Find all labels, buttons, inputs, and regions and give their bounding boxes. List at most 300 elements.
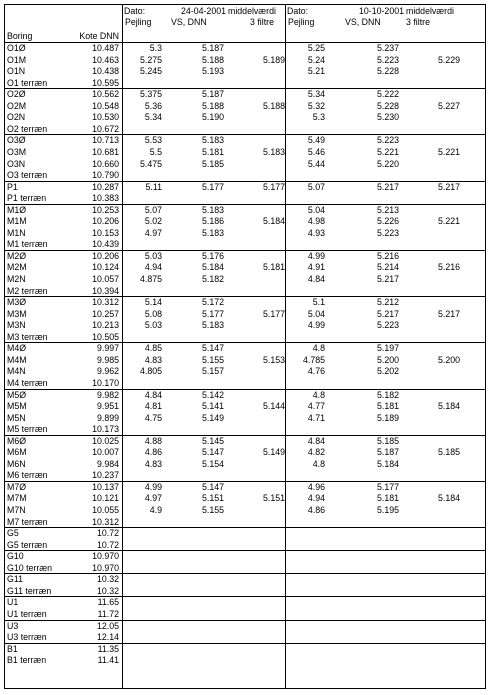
table-border-bottom <box>4 688 486 689</box>
cell-pejling-2 <box>285 621 325 631</box>
cell-middel-1 <box>240 540 285 550</box>
cell-middel-1 <box>240 505 285 515</box>
table-border-right <box>485 4 486 689</box>
group-divider <box>4 643 486 644</box>
cell-vs-dnn-2: 5.230 <box>376 112 399 123</box>
cell-pejling-2: 5.3 <box>312 112 325 123</box>
cell-middel-2 <box>415 251 460 261</box>
cell-middel-1 <box>240 436 285 446</box>
cell-vs-dnn-2 <box>349 528 399 538</box>
cell-middel-1 <box>240 251 285 261</box>
cell-middel-1 <box>240 470 285 480</box>
cell-vs-dnn-2 <box>349 621 399 631</box>
group-divider <box>4 620 486 621</box>
cell-boring: M1Ø <box>7 204 27 215</box>
cell-vs-dnn-2: 5.181 <box>376 401 399 412</box>
cell-middel-2 <box>415 239 460 249</box>
cell-kote: 10.72 <box>96 528 119 539</box>
cell-middel-2 <box>415 390 460 400</box>
cell-pejling-1: 4.85 <box>144 343 162 354</box>
cell-vs-dnn-1: 5.172 <box>201 297 224 308</box>
cell-middel-1: 5.153 <box>262 354 285 365</box>
cell-pejling-1: 5.07 <box>144 204 162 215</box>
group-divider <box>4 481 486 482</box>
cell-kote: 10.153 <box>92 227 119 238</box>
cell-boring: O3 terræn <box>7 170 48 181</box>
cell-middel-2: 5.184 <box>437 401 460 412</box>
cell-vs-dnn-2: 5.217 <box>376 181 399 192</box>
cell-middel-2 <box>415 597 460 607</box>
cell-middel-1 <box>240 124 285 134</box>
cell-kote: 10.530 <box>92 112 119 123</box>
cell-pejling-1 <box>122 597 162 607</box>
middel-label-2: middelværdi <box>406 6 454 16</box>
cell-vs-dnn-1 <box>174 170 224 180</box>
cell-middel-1 <box>240 482 285 492</box>
cell-middel-1 <box>240 193 285 203</box>
cell-vs-dnn-1: 5.155 <box>201 354 224 365</box>
cell-boring: M3Ø <box>7 297 27 308</box>
cell-vs-dnn-2 <box>349 644 399 654</box>
cell-vs-dnn-1 <box>174 621 224 631</box>
cell-boring: M1M <box>7 216 27 227</box>
cell-pejling-1: 5.36 <box>144 100 162 111</box>
date-2: 10-10-2001 <box>359 6 404 16</box>
kote-label: Kote DNN <box>79 31 119 41</box>
cell-vs-dnn-2: 5.200 <box>376 354 399 365</box>
cell-kote: 9.984 <box>96 458 119 469</box>
cell-boring: G11 terræn <box>7 585 52 596</box>
cell-pejling-1 <box>122 621 162 631</box>
cell-kote: 12.14 <box>96 632 119 643</box>
cell-middel-1 <box>240 517 285 527</box>
cell-kote: 10.237 <box>92 470 119 481</box>
cell-vs-dnn-1 <box>174 574 224 584</box>
cell-kote: 10.548 <box>92 100 119 111</box>
cell-pejling-2: 5.24 <box>307 54 325 65</box>
cell-pejling-1: 4.81 <box>144 401 162 412</box>
cell-middel-1 <box>240 286 285 296</box>
cell-boring: M5 terræn <box>7 424 48 435</box>
cell-middel-2: 5.200 <box>437 354 460 365</box>
cell-vs-dnn-2: 5.223 <box>376 54 399 65</box>
cell-pejling-2 <box>285 528 325 538</box>
cell-vs-dnn-1: 5.188 <box>201 54 224 65</box>
cell-vs-dnn-2: 5.197 <box>376 343 399 354</box>
cell-kote: 9.985 <box>96 354 119 365</box>
cell-vs-dnn-2: 5.189 <box>376 412 399 423</box>
cell-pejling-1: 5.475 <box>139 158 162 169</box>
cell-middel-1 <box>240 413 285 423</box>
cell-vs-dnn-2: 5.217 <box>376 308 399 319</box>
cell-vs-dnn-1: 5.187 <box>201 43 224 53</box>
cell-boring: O2 terræn <box>7 123 48 134</box>
cell-vs-dnn-1: 5.183 <box>201 204 224 215</box>
group-divider <box>4 88 486 89</box>
cell-pejling-2: 4.84 <box>307 435 325 446</box>
cell-middel-2 <box>415 124 460 134</box>
cell-pejling-2: 4.84 <box>307 274 325 284</box>
cell-pejling-1 <box>122 528 162 538</box>
cell-middel-1: 5.151 <box>262 493 285 504</box>
group-divider <box>4 250 486 251</box>
cell-kote: 9.982 <box>96 389 119 400</box>
cell-pejling-1 <box>122 378 162 388</box>
cell-vs-dnn-1 <box>174 332 224 342</box>
cell-middel-2 <box>415 413 460 423</box>
cell-pejling-2 <box>285 644 325 654</box>
cell-middel-1 <box>240 297 285 307</box>
cell-boring: M5Ø <box>7 389 27 400</box>
cell-middel-2: 5.184 <box>437 493 460 504</box>
cell-boring: M6Ø <box>7 435 27 446</box>
cell-middel-2 <box>415 540 460 550</box>
cell-vs-dnn-2: 5.214 <box>376 262 399 273</box>
cell-pejling-2 <box>285 540 325 550</box>
cell-pejling-2: 5.44 <box>307 158 325 169</box>
cell-boring: M5M <box>7 401 27 412</box>
cell-vs-dnn-1 <box>174 124 224 134</box>
cell-middel-1 <box>240 78 285 88</box>
cell-pejling-2 <box>285 470 325 480</box>
cell-kote: 10.438 <box>92 66 119 77</box>
cell-vs-dnn-2: 5.202 <box>376 366 399 377</box>
cell-vs-dnn-2: 5.195 <box>376 505 399 515</box>
cell-pejling-2: 5.32 <box>307 100 325 111</box>
cell-middel-1: 5.188 <box>262 100 285 111</box>
cell-boring: M4N <box>7 366 26 377</box>
cell-kote: 10.257 <box>92 308 119 319</box>
cell-kote: 11.35 <box>97 643 119 654</box>
cell-pejling-1 <box>122 632 162 642</box>
cell-middel-1: 5.183 <box>262 146 285 157</box>
cell-vs-dnn-2: 5.226 <box>376 216 399 227</box>
cell-pejling-1: 5.275 <box>139 54 162 65</box>
cell-pejling-1 <box>122 470 162 480</box>
cell-middel-2 <box>415 286 460 296</box>
cell-pejling-1: 4.97 <box>144 493 162 504</box>
cell-vs-dnn-2 <box>349 655 399 665</box>
cell-boring: M3N <box>7 320 26 331</box>
cell-boring: O2Ø <box>7 89 26 100</box>
cell-pejling-2 <box>285 563 325 573</box>
cell-pejling-2: 5.21 <box>307 66 325 77</box>
cell-pejling-2: 5.46 <box>307 146 325 157</box>
cell-middel-1: 5.177 <box>262 308 285 319</box>
cell-pejling-2 <box>285 597 325 607</box>
cell-pejling-1: 5.11 <box>145 181 162 192</box>
cell-vs-dnn-1: 5.182 <box>201 274 224 284</box>
filtre-label-1: 3 filtre <box>250 17 274 27</box>
cell-pejling-1 <box>122 609 162 619</box>
cell-vs-dnn-1: 5.147 <box>201 481 224 492</box>
cell-middel-1: 5.189 <box>262 54 285 65</box>
cell-vs-dnn-1: 5.185 <box>201 158 224 169</box>
cell-pejling-1 <box>122 540 162 550</box>
cell-pejling-1 <box>122 78 162 88</box>
cell-vs-dnn-1: 5.181 <box>201 146 224 157</box>
cell-vs-dnn-2 <box>349 597 399 607</box>
cell-middel-1 <box>240 320 285 330</box>
cell-vs-dnn-2 <box>349 78 399 88</box>
cell-pejling-2 <box>285 124 325 134</box>
cell-middel-2 <box>415 343 460 353</box>
cell-pejling-2: 5.04 <box>307 204 325 215</box>
cell-pejling-2 <box>285 193 325 203</box>
cell-pejling-2: 4.96 <box>307 481 325 492</box>
cell-kote: 9.951 <box>96 401 119 412</box>
cell-middel-2 <box>415 424 460 434</box>
cell-pejling-2: 5.49 <box>307 135 325 146</box>
cell-vs-dnn-2 <box>349 586 399 596</box>
group-divider <box>4 527 486 528</box>
cell-middel-2 <box>415 297 460 307</box>
cell-vs-dnn-1 <box>174 540 224 550</box>
cell-boring: M5N <box>7 412 26 423</box>
group-divider <box>4 389 486 390</box>
cell-middel-1 <box>240 366 285 376</box>
cell-kote: 10.287 <box>92 181 119 192</box>
cell-vs-dnn-2 <box>349 540 399 550</box>
cell-boring: M4 terræn <box>7 377 48 388</box>
cell-kote: 10.439 <box>92 239 119 250</box>
cell-vs-dnn-2: 5.222 <box>376 89 399 100</box>
cell-boring: M7N <box>7 505 26 515</box>
cell-pejling-1: 4.94 <box>144 262 162 273</box>
date-1: 24-04-2001 <box>181 6 226 16</box>
cell-boring: U3 terræn <box>7 632 47 643</box>
cell-kote: 9.899 <box>96 412 119 423</box>
cell-vs-dnn-2 <box>349 574 399 584</box>
header-divider <box>4 42 486 43</box>
cell-pejling-2 <box>285 78 325 88</box>
cell-vs-dnn-1: 5.190 <box>201 112 224 123</box>
cell-pejling-1: 5.02 <box>144 216 162 227</box>
cell-vs-dnn-2 <box>349 124 399 134</box>
cell-middel-2 <box>415 193 460 203</box>
cell-boring: O3M <box>7 146 27 157</box>
cell-vs-dnn-1 <box>174 563 224 573</box>
cell-pejling-2: 4.785 <box>302 354 325 365</box>
cell-vs-dnn-2: 5.228 <box>376 66 399 77</box>
cell-boring: M7 terræn <box>7 516 48 527</box>
cell-pejling-2 <box>285 551 325 561</box>
cell-pejling-1 <box>122 586 162 596</box>
cell-pejling-1: 4.875 <box>139 274 162 284</box>
cell-vs-dnn-2 <box>349 239 399 249</box>
cell-kote: 10.32 <box>96 585 119 596</box>
cell-pejling-2: 4.86 <box>307 505 325 515</box>
cell-boring: G10 terræn <box>7 562 52 573</box>
cell-pejling-2: 4.8 <box>312 458 325 469</box>
cell-vs-dnn-1 <box>174 193 224 203</box>
cell-boring: M4Ø <box>7 343 27 354</box>
cell-vs-dnn-2: 5.212 <box>376 297 399 308</box>
cell-pejling-1: 4.75 <box>144 412 162 423</box>
cell-boring: M6M <box>7 447 27 458</box>
pejling-label-2: Pejling <box>288 17 315 27</box>
filtre-label-2: 3 filtre <box>406 17 430 27</box>
cell-kote: 10.253 <box>92 204 119 215</box>
cell-vs-dnn-2 <box>349 424 399 434</box>
cell-pejling-1: 5.53 <box>144 135 162 146</box>
cell-middel-2 <box>415 586 460 596</box>
cell-middel-1 <box>240 274 285 284</box>
cell-vs-dnn-1: 5.154 <box>201 458 224 469</box>
cell-vs-dnn-2: 5.181 <box>376 493 399 504</box>
cell-kote: 10.595 <box>92 77 119 88</box>
cell-kote: 10.213 <box>92 320 119 331</box>
cell-middel-1 <box>240 621 285 631</box>
cell-kote: 10.170 <box>92 377 119 388</box>
cell-pejling-2 <box>285 170 325 180</box>
cell-kote: 10.505 <box>92 331 119 342</box>
cell-vs-dnn-1 <box>174 517 224 527</box>
cell-vs-dnn-1 <box>174 597 224 607</box>
cell-kote: 10.562 <box>92 89 119 100</box>
cell-kote: 10.672 <box>92 123 119 134</box>
cell-pejling-1 <box>122 551 162 561</box>
cell-kote: 10.057 <box>92 274 119 284</box>
cell-kote: 12.05 <box>96 620 119 631</box>
cell-vs-dnn-2: 5.213 <box>376 204 399 215</box>
cell-middel-2 <box>415 170 460 180</box>
cell-kote: 10.72 <box>96 539 119 550</box>
cell-pejling-1 <box>122 286 162 296</box>
cell-vs-dnn-1 <box>174 586 224 596</box>
group-divider <box>4 596 486 597</box>
cell-middel-1 <box>240 632 285 642</box>
cell-middel-2 <box>415 609 460 619</box>
column-divider <box>122 4 123 689</box>
cell-vs-dnn-2: 5.185 <box>376 435 399 446</box>
cell-middel-2 <box>415 228 460 238</box>
cell-pejling-2: 4.71 <box>307 412 325 423</box>
cell-boring: M4M <box>7 354 27 365</box>
cell-middel-1 <box>240 528 285 538</box>
cell-middel-1 <box>240 170 285 180</box>
cell-boring: G5 terræn <box>7 539 48 550</box>
cell-middel-2 <box>415 135 460 145</box>
cell-vs-dnn-1: 5.183 <box>201 135 224 146</box>
cell-vs-dnn-1: 5.188 <box>201 100 224 111</box>
cell-vs-dnn-2 <box>349 563 399 573</box>
cell-boring: M3 terræn <box>7 331 48 342</box>
cell-boring: O3Ø <box>7 135 26 146</box>
cell-vs-dnn-1: 5.176 <box>201 250 224 261</box>
cell-pejling-1 <box>122 170 162 180</box>
cell-pejling-2 <box>285 239 325 249</box>
cell-boring: M2Ø <box>7 250 27 261</box>
dato-label-2: Dato: <box>287 6 309 16</box>
cell-vs-dnn-1 <box>174 78 224 88</box>
cell-pejling-2 <box>285 586 325 596</box>
cell-pejling-1: 5.03 <box>144 250 162 261</box>
group-divider <box>4 550 486 551</box>
cell-vs-dnn-2 <box>349 609 399 619</box>
cell-pejling-1: 5.3 <box>149 43 162 53</box>
cell-middel-1 <box>240 66 285 76</box>
cell-middel-2 <box>415 655 460 665</box>
cell-pejling-1 <box>122 332 162 342</box>
cell-middel-2 <box>415 112 460 122</box>
cell-middel-2 <box>415 644 460 654</box>
cell-kote: 10.312 <box>92 516 119 527</box>
cell-boring: O1 terræn <box>7 77 48 88</box>
cell-vs-dnn-1 <box>174 609 224 619</box>
cell-kote: 9.962 <box>96 366 119 377</box>
cell-vs-dnn-2: 5.220 <box>376 158 399 169</box>
cell-kote: 11.65 <box>97 597 119 608</box>
cell-vs-dnn-1: 5.183 <box>201 227 224 238</box>
cell-kote: 10.007 <box>92 447 119 458</box>
cell-middel-2 <box>415 66 460 76</box>
cell-pejling-2: 5.1 <box>312 297 325 308</box>
cell-pejling-1: 5.375 <box>139 89 162 100</box>
cell-vs-dnn-1: 5.155 <box>201 505 224 515</box>
cell-kote: 10.383 <box>92 193 119 204</box>
cell-vs-dnn-1: 5.183 <box>201 320 224 331</box>
cell-boring: M6 terræn <box>7 470 48 481</box>
cell-vs-dnn-1: 5.186 <box>201 216 224 227</box>
cell-middel-2: 5.229 <box>437 54 460 65</box>
cell-vs-dnn-2 <box>349 193 399 203</box>
cell-vs-dnn-2 <box>349 332 399 342</box>
cell-middel-1 <box>240 135 285 145</box>
cell-kote: 10.32 <box>96 574 119 585</box>
cell-vs-dnn-2 <box>349 551 399 561</box>
cell-vs-dnn-2 <box>349 632 399 642</box>
cell-middel-1 <box>240 378 285 388</box>
cell-kote: 10.137 <box>92 481 119 492</box>
cell-vs-dnn-2 <box>349 378 399 388</box>
cell-pejling-1: 5.08 <box>144 308 162 319</box>
cell-middel-1 <box>240 228 285 238</box>
cell-pejling-1: 5.34 <box>144 112 162 123</box>
column-divider <box>285 4 286 689</box>
cell-pejling-1: 4.84 <box>144 389 162 400</box>
cell-middel-2 <box>415 459 460 469</box>
cell-kote: 10.681 <box>92 146 119 157</box>
cell-boring: B1 <box>7 643 18 654</box>
cell-kote: 10.206 <box>92 250 119 261</box>
cell-middel-2: 5.221 <box>437 216 460 227</box>
cell-vs-dnn-1: 5.193 <box>201 66 224 77</box>
cell-middel-1 <box>240 597 285 607</box>
cell-middel-1 <box>240 563 285 573</box>
cell-middel-1 <box>240 205 285 215</box>
cell-boring: M1 terræn <box>7 239 48 250</box>
cell-vs-dnn-1: 5.145 <box>201 435 224 446</box>
cell-pejling-1: 4.805 <box>139 366 162 377</box>
cell-kote: 10.487 <box>92 43 119 53</box>
cell-middel-2 <box>415 574 460 584</box>
cell-middel-1 <box>240 424 285 434</box>
cell-vs-dnn-1 <box>174 378 224 388</box>
cell-pejling-2: 5.04 <box>307 308 325 319</box>
cell-middel-2 <box>415 563 460 573</box>
cell-middel-2: 5.221 <box>437 146 460 157</box>
cell-middel-2 <box>415 89 460 99</box>
cell-middel-1 <box>240 574 285 584</box>
cell-boring: B1 terræn <box>7 655 47 666</box>
cell-pejling-2: 4.91 <box>307 262 325 273</box>
cell-middel-2 <box>415 482 460 492</box>
cell-boring: P1 terræn <box>7 193 47 204</box>
cell-vs-dnn-2: 5.221 <box>376 146 399 157</box>
cell-pejling-1 <box>122 655 162 665</box>
cell-boring: O3N <box>7 158 26 169</box>
